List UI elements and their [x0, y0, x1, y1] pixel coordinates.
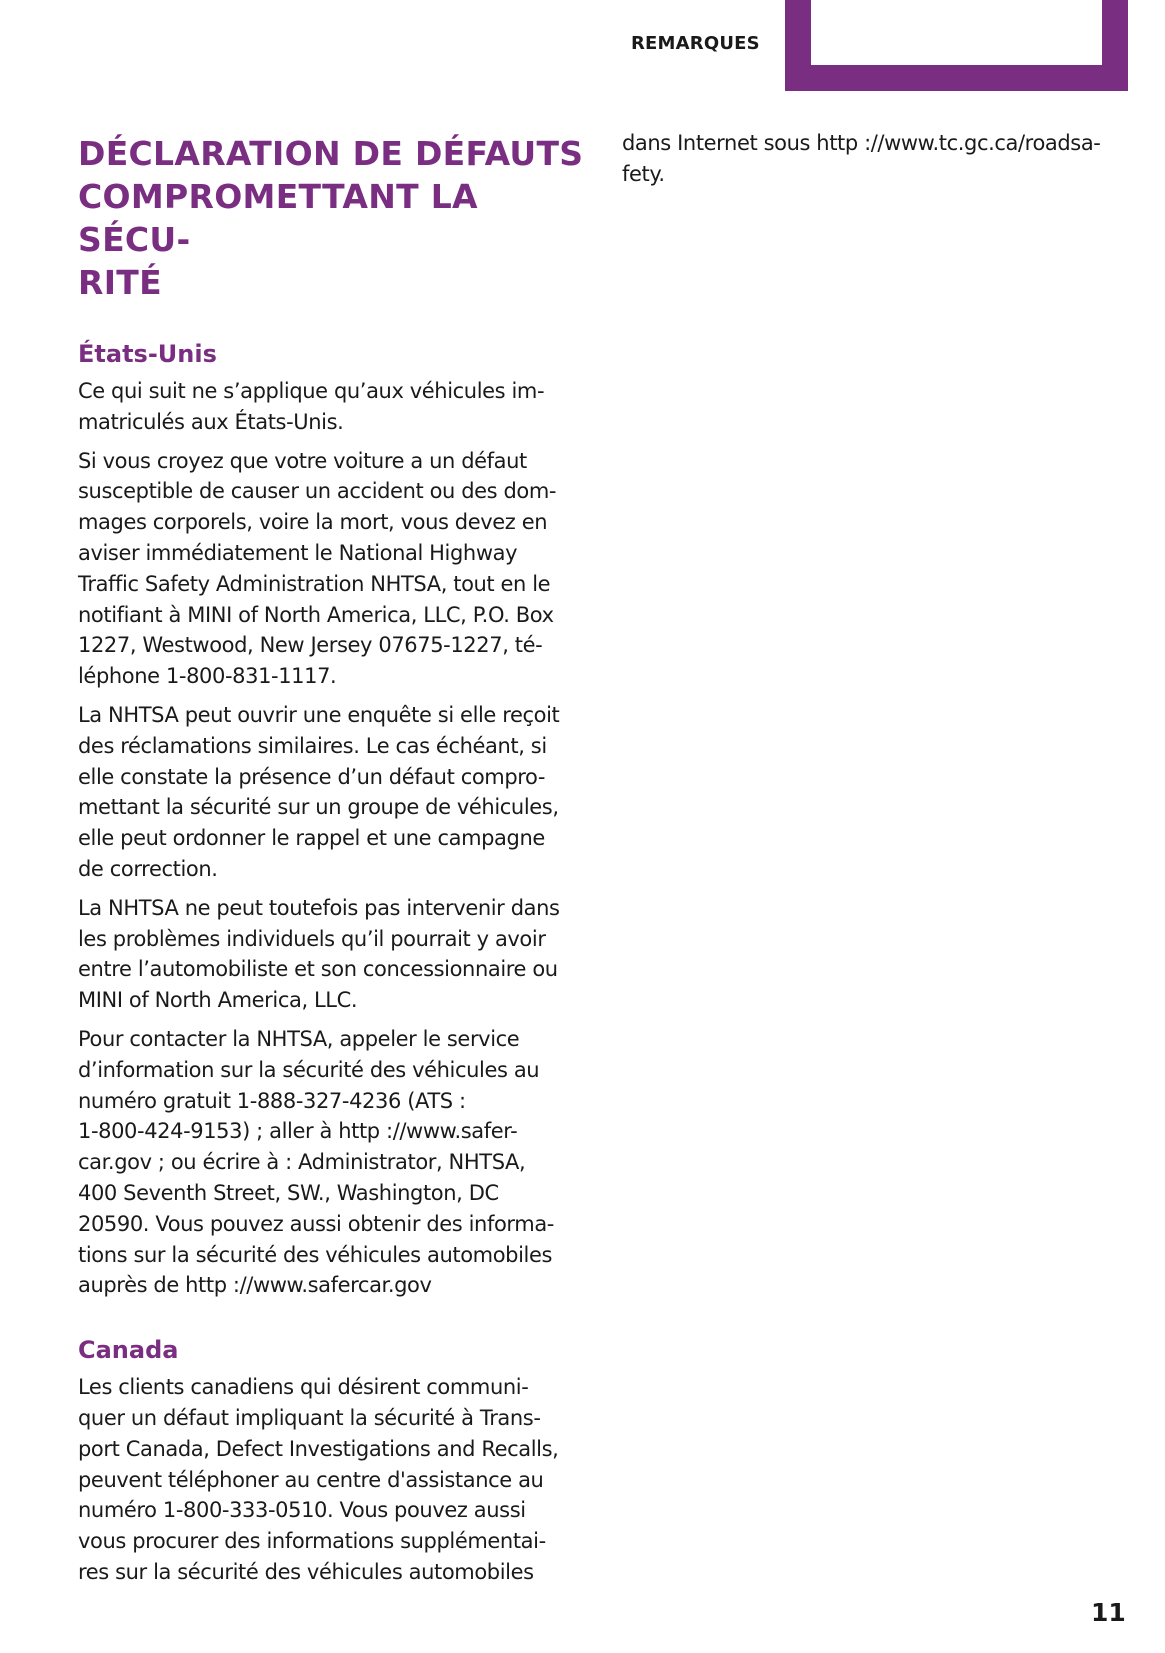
page-title	[78, 132, 588, 304]
page-title-line: DÉCLARATION DE DÉFAUTS	[78, 134, 584, 173]
usa-paragraph-4: La NHTSA ne peut toutefois pas intervenir dans les problèmes individuels qu’il pourrait y avoir entre l’automobiliste et son concessionnaire ou MINI of North America, LLC.	[78, 895, 560, 1013]
usa-paragraph-2: Si vous croyez que votre voiture a un défaut susceptible de causer un accident ou des dom- mages corporels, voire la mort, vous devez en aviser immédiatement le National Highway Traffic Safety Administration NHTSA, tout en le notifiant à MINI of North America, LLC, P.O. Box 1227, Westwood, New Jersey 07675-1227, té- léphone 1-800-831-1117.	[78, 448, 557, 689]
section-label: REMARQUES	[631, 33, 760, 54]
canada-paragraph-1: Les clients canadiens qui désirent communi- quer un défaut impliquant la sécurité à Trans- port Canada, Defect Investigations and Recalls, peuvent téléphoner au centre d'assistance au numéro 1-800-333-0510. Vous pouvez aussi vous procurer des informations supplémentai- res sur la sécurité des véhicules automobiles	[78, 1375, 559, 1584]
chapter-tab-marker	[785, 0, 1128, 91]
page-title-line: RITÉ	[78, 263, 162, 302]
section-heading-usa: États-Unis	[78, 340, 217, 368]
section-heading-canada: Canada	[78, 1336, 179, 1365]
usa-paragraph-5: Pour contacter la NHTSA, appeler le service d’information sur la sécurité des véhicules au numéro gratuit 1-888-327-4236 (ATS : 1-800-424-9153) ; aller à http ://www.safer- car.gov ; ou écrire à : Administrator, NHTSA, 400 Seventh Street, SW., Washington, DC 20590. Vous pouvez aussi obtenir des informa- tions sur la sécurité des véhicules automobiles auprès de http ://www.safercar.gov	[78, 1026, 554, 1298]
canada-paragraph-continuation: dans Internet sous http ://www.tc.gc.ca/roadsa- fety.	[622, 131, 1101, 186]
page-title-line: COMPROMETTANT LA SÉCU-	[78, 177, 478, 259]
left-column	[78, 132, 588, 1596]
page-number: 11	[1091, 1598, 1126, 1627]
right-column	[622, 132, 1132, 198]
usa-paragraph-1: Ce qui suit ne s’applique qu’aux véhicules im- matriculés aux États-Unis.	[78, 379, 545, 434]
usa-paragraph-3: La NHTSA peut ouvrir une enquête si elle reçoit des réclamations similaires. Le cas échéant, si elle constate la présence d’un défaut compro- mettant la sécurité sur un groupe de véhicules, elle peut ordonner le rappel et une campagne de correction.	[78, 702, 560, 881]
